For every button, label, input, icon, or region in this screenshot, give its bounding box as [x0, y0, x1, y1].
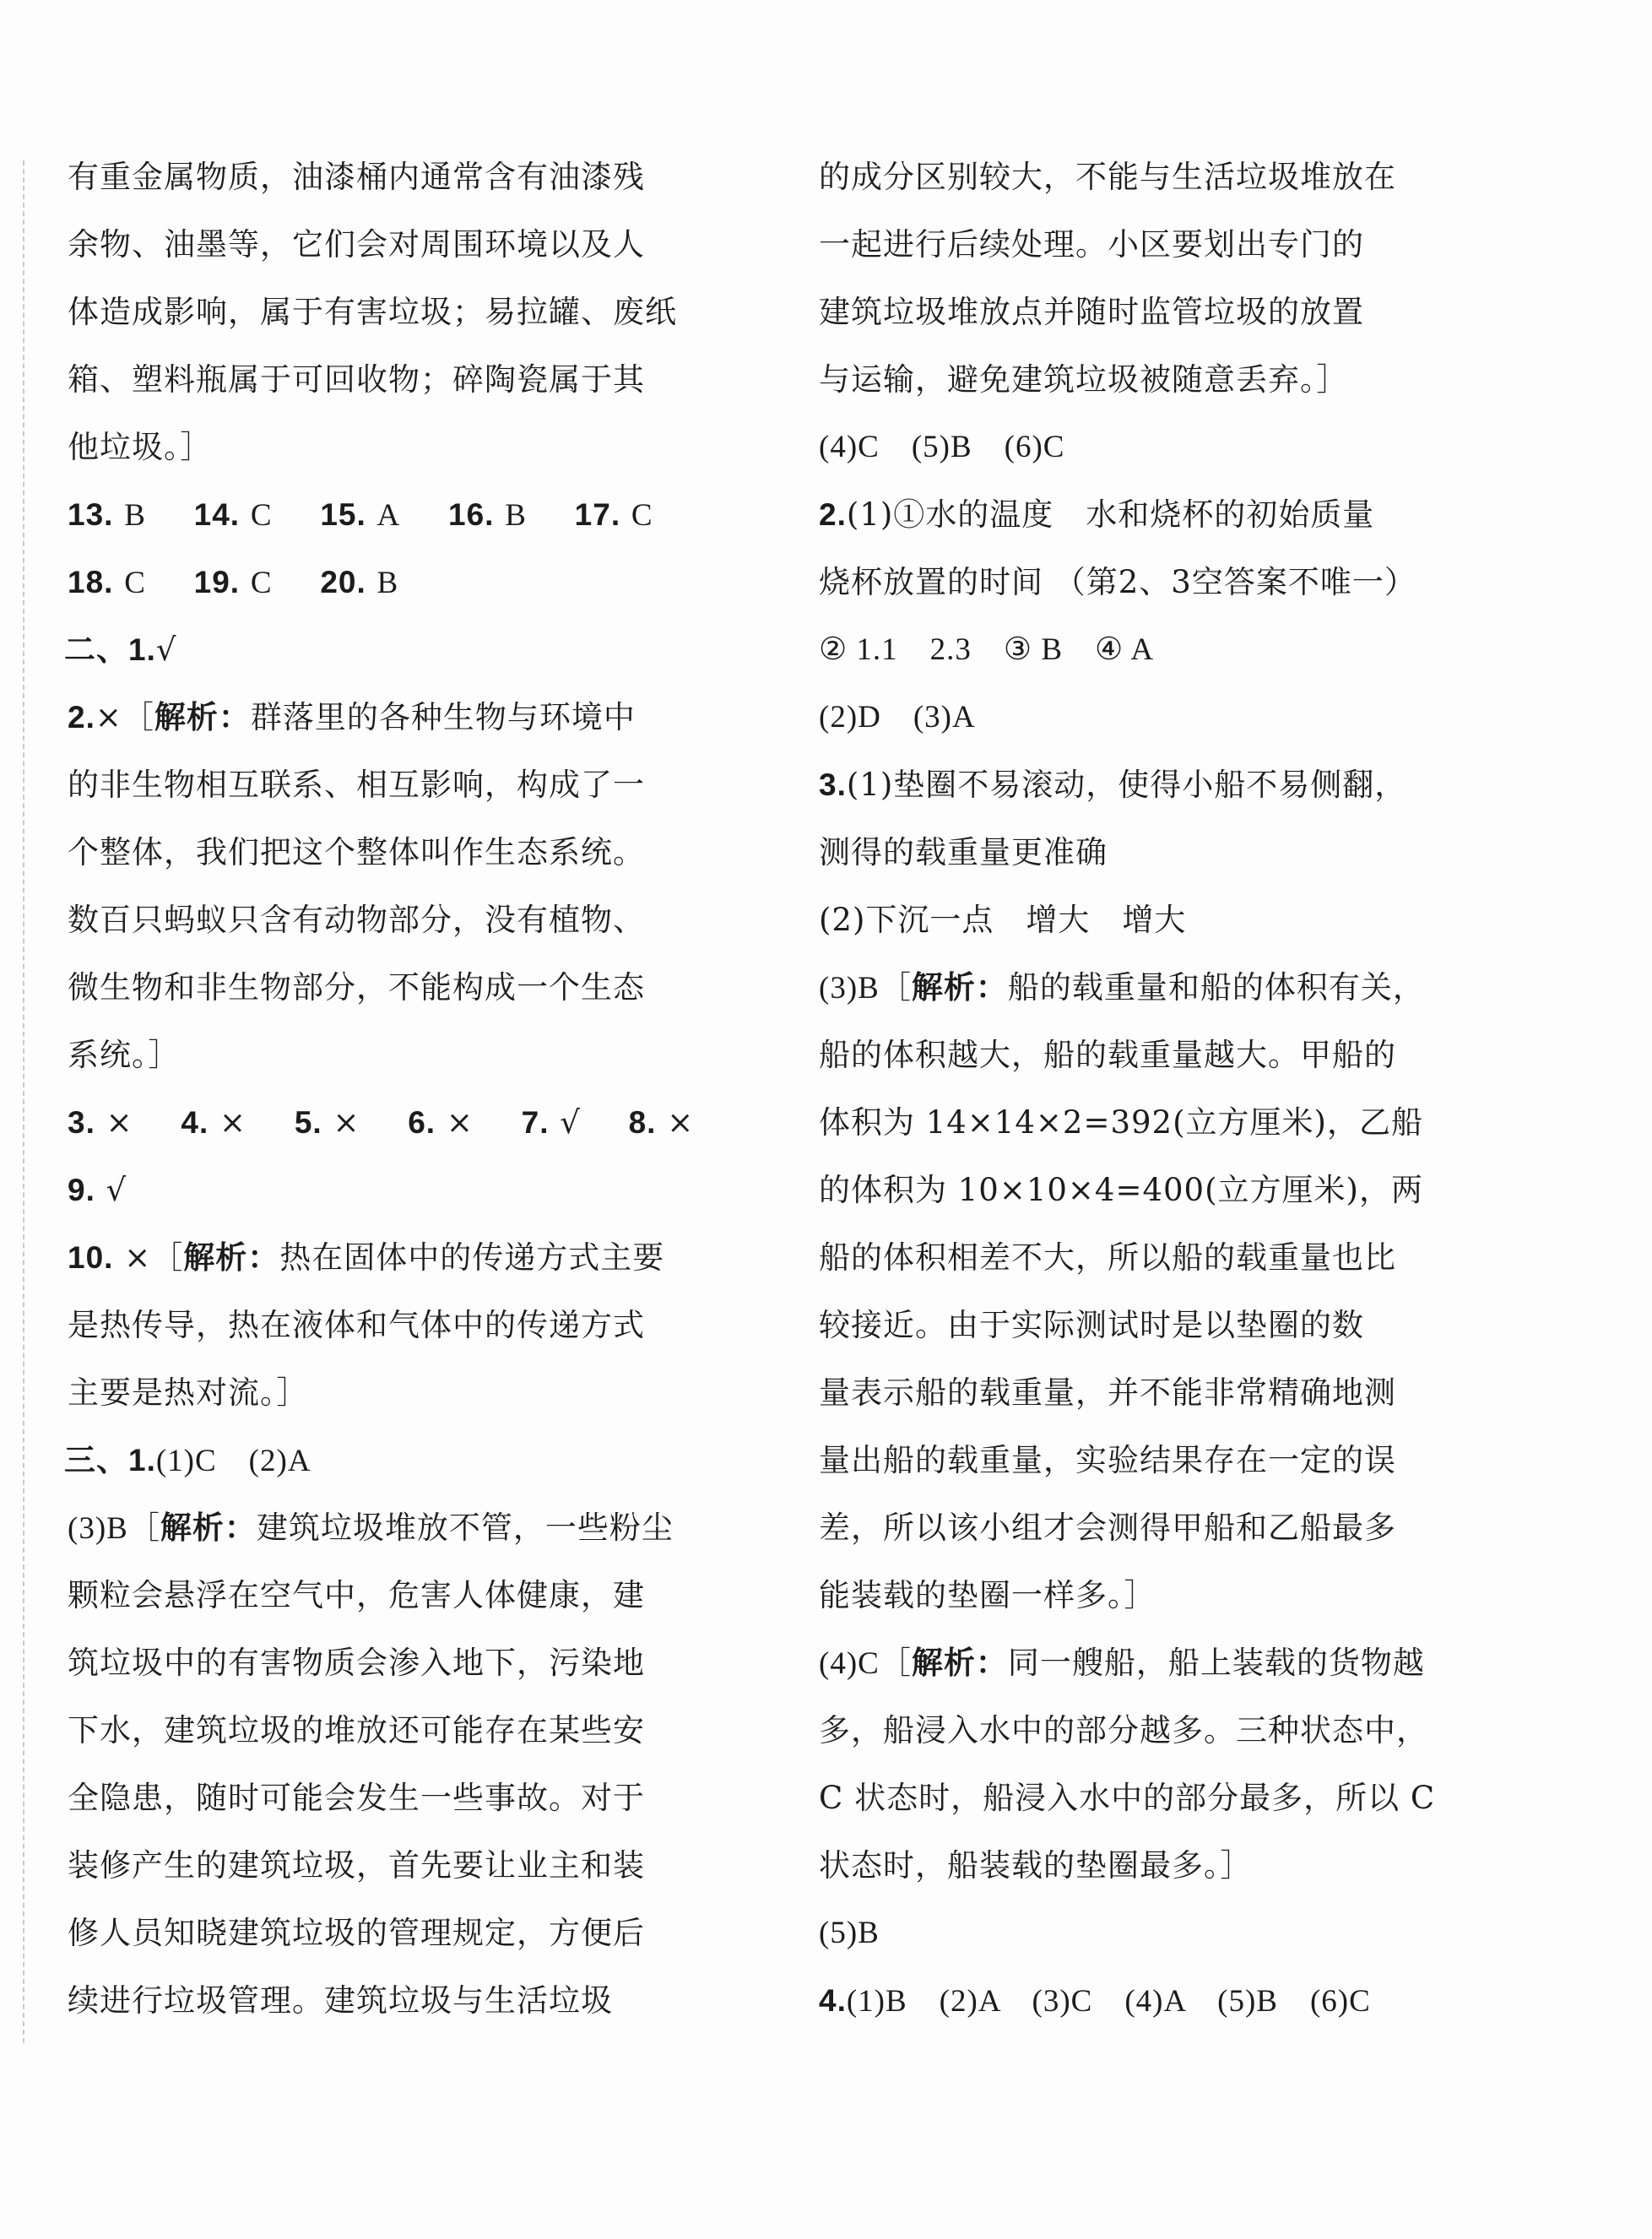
answer: √: [155, 632, 177, 668]
text-line: 个整体，我们把这个整体叫作生态系统。: [68, 834, 645, 870]
question-number: 13.: [68, 497, 114, 532]
analysis-text: 建筑垃圾堆放不管，一些粉尘: [256, 1510, 674, 1546]
text-line: 是热传导，热在液体和气体中的传递方式: [68, 1307, 645, 1343]
answer: (3)B［: [819, 971, 912, 1006]
answer-row-18-20: [68, 561, 398, 604]
answer: ×: [667, 1104, 695, 1141]
q2-line-1: [68, 697, 636, 739]
answer-row-3-8: [68, 1102, 694, 1144]
answer: (1)垫圈不易滚动，使得小船不易侧翻，: [846, 767, 1407, 803]
text-line: 主要是热对流。］: [68, 1374, 309, 1411]
answer: A: [376, 498, 401, 533]
answer: ×: [446, 1104, 474, 1141]
answer: ×: [333, 1104, 360, 1141]
text-line: 建筑垃圾堆放点并随时监管垃圾的放置: [819, 294, 1364, 330]
question-number: 14.: [193, 497, 241, 532]
q1-3-line-1: [68, 1507, 674, 1550]
text-line: 余物、油墨等，它们会对周围环境以及人: [68, 226, 645, 263]
answer-line: (2)D (3)A: [819, 700, 976, 735]
answer: (4)C［: [819, 1646, 912, 1681]
question-number: 7.: [521, 1105, 550, 1140]
question-number: 9.: [68, 1173, 95, 1207]
text-line: 多，船浸入水中的部分越多。三种状态中，: [819, 1712, 1428, 1748]
analysis-text: 船的载重量和船的体积有关，: [1007, 969, 1425, 1006]
text-line: 船的体积相差不大，所以船的载重量也比: [819, 1239, 1396, 1276]
text-line: 量出船的载重量，实验结果存在一定的误: [819, 1442, 1396, 1478]
q3-4-line-1: [819, 1642, 1425, 1685]
question-number: 5.: [294, 1105, 322, 1140]
answer: √: [106, 1172, 127, 1208]
section-3-q1: [64, 1439, 311, 1483]
answer: ×: [106, 1104, 133, 1141]
analysis-label: 解析：: [183, 1239, 280, 1276]
text-line: 体造成影响，属于有害垃圾；易拉罐、废纸: [68, 294, 677, 330]
q10-line-1: [68, 1237, 664, 1279]
question-number: 4.: [181, 1105, 209, 1140]
question-number: 19.: [193, 565, 241, 599]
text-line: 全隐患，随时可能会发生一些事故。对于: [68, 1780, 645, 1816]
answer: B: [376, 566, 399, 600]
question-number: 3.: [68, 1105, 95, 1140]
answer-line: (5)B: [819, 1916, 880, 1950]
question-number: 6.: [408, 1105, 436, 1140]
analysis-label: 解析：: [154, 699, 251, 735]
text-line: 数百只蚂蚁只含有动物部分，没有植物、: [68, 902, 645, 938]
analysis-label: 解析：: [911, 1645, 1008, 1681]
question-number: 10.: [68, 1240, 114, 1275]
text-line: 续进行垃圾管理。建筑垃圾与生活垃圾: [68, 1982, 613, 2019]
text-line: 量表示船的载重量，并不能非常精确地测: [819, 1374, 1396, 1411]
text-line: 的成分区别较大，不能与生活垃圾堆放在: [819, 159, 1396, 195]
q3-line-1: [819, 764, 1406, 806]
margin-dashed-rule: [23, 160, 24, 2043]
answer: C: [124, 566, 146, 600]
answer-row-13-17: [68, 494, 653, 537]
answer: (1)B (2)A (3)C (4)A (5)B (6)C: [846, 1984, 1371, 2019]
answer: ×: [219, 1104, 247, 1141]
answer-row-9: [68, 1169, 127, 1212]
q3-3-line-1: [819, 967, 1425, 1010]
text-line: 装修产生的建筑垃圾，首先要让业主和装: [68, 1847, 645, 1884]
analysis-text: 热在固体中的传递方式主要: [279, 1239, 665, 1276]
question-number: 3.: [819, 767, 847, 802]
text-line: 系统。］: [68, 1037, 181, 1073]
text-line: 船的体积越大，船的载重量越大。甲船的: [819, 1037, 1396, 1073]
answer: C: [250, 498, 273, 533]
answer: C: [631, 498, 653, 533]
text-line: 箱、塑料瓶属于可回收物；碎陶瓷属于其: [68, 361, 645, 398]
q2-line-1: [819, 494, 1374, 536]
text-line: 状态时，船装载的垫圈最多。］: [819, 1847, 1253, 1884]
text-line: 修人员知晓建筑垃圾的管理规定，方便后: [68, 1915, 645, 1951]
question-number: 20.: [320, 565, 366, 599]
answer: (1)C (2)A: [155, 1444, 311, 1478]
text-line: 微生物和非生物部分，不能构成一个生态: [68, 969, 645, 1006]
question-number: 18.: [68, 565, 114, 599]
analysis-text: 群落里的各种生物与环境中: [250, 699, 636, 735]
question-number: 16.: [448, 497, 495, 532]
question-number: 8.: [628, 1105, 657, 1140]
answer: B: [124, 498, 146, 533]
text-line: 的体积为 10×10×4=400(立方厘米)，两: [819, 1172, 1423, 1208]
question-number: 2.: [819, 497, 847, 532]
analysis-label: 解析：: [160, 1510, 257, 1546]
text-line: 较接近。由于实际测试时是以垫圈的数: [819, 1307, 1364, 1343]
answer: (3)B［: [68, 1511, 160, 1546]
answer-line: ② 1.1 2.3 ③ B ④ A: [819, 632, 1155, 667]
q4-line: [819, 1980, 1371, 2023]
answer: C: [250, 566, 273, 600]
answer: √: [560, 1104, 581, 1141]
answer-line: (4)C (5)B (6)C: [819, 430, 1065, 464]
question-number: 4.: [819, 1983, 847, 2018]
answer: B: [505, 498, 527, 533]
text-line: 有重金属物质，油漆桶内通常含有油漆残: [68, 159, 645, 195]
text-line: 下水，建筑垃圾的堆放还可能存在某些安: [68, 1712, 645, 1748]
answer: ×［: [95, 699, 154, 735]
text-line: 烧杯放置的时间 （第2、3空答案不唯一）: [819, 564, 1416, 600]
text-line: (2)下沉一点 增大 增大: [819, 902, 1187, 938]
section-number: 二、1.: [64, 632, 156, 667]
section-number: 三、1.: [64, 1443, 156, 1477]
text-line: 能装载的垫圈一样多。］: [819, 1577, 1156, 1613]
text-line: 他垃圾。］: [68, 429, 213, 465]
question-number: 15.: [320, 497, 366, 532]
answer: (1)①水的温度 水和烧杯的初始质量: [846, 496, 1375, 533]
analysis-text: 同一艘船，船上装载的货物越: [1007, 1645, 1425, 1681]
text-line: 的非生物相互联系、相互影响，构成了一: [68, 767, 645, 803]
question-number: 2.: [68, 700, 95, 735]
text-line: 测得的载重量更准确: [819, 834, 1108, 870]
text-line: 差，所以该小组才会测得甲船和乙船最多: [819, 1510, 1396, 1546]
analysis-label: 解析：: [911, 969, 1008, 1006]
question-number: 17.: [574, 497, 621, 532]
text-line: 颗粒会悬浮在空气中，危害人体健康，建: [68, 1577, 645, 1613]
text-line: 一起进行后续处理。小区要划出专门的: [819, 226, 1364, 263]
text-line: C 状态时，船浸入水中的部分最多，所以 C: [819, 1780, 1436, 1816]
text-line: 体积为 14×14×2=392(立方厘米)，乙船: [819, 1104, 1423, 1141]
answer: ×［: [124, 1239, 184, 1276]
text-line: 筑垃圾中的有害物质会渗入地下，污染地: [68, 1645, 645, 1681]
section-2-q1: [64, 629, 176, 671]
text-line: 与运输，避免建筑垃圾被随意丢弃。］: [819, 361, 1349, 398]
